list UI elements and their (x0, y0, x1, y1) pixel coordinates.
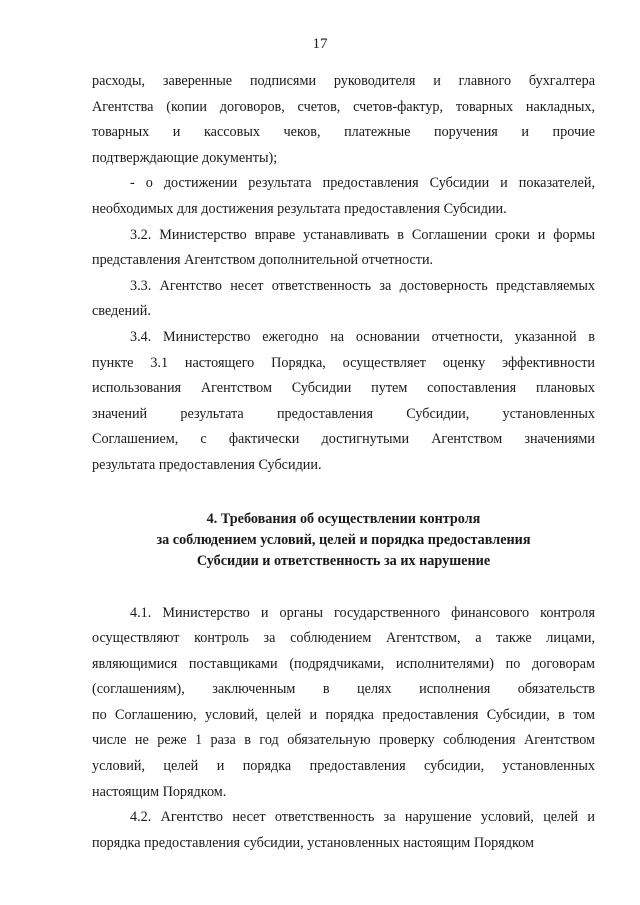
section-heading-line: Субсидии и ответственность за их нарушение (196, 552, 491, 569)
paragraph-line: Соглашением, с фактически достигнутыми Агентством значениями (92, 431, 595, 448)
paragraph-line: товарных и кассовых чеков, платежные поручения и прочие (92, 124, 595, 141)
paragraph-line: условий, целей и порядка предоставления субсидии, установленных (92, 758, 595, 775)
paragraphs-bottom (92, 601, 595, 857)
paragraph-line: числе не реже 1 раза в год обязательную проверку соблюдения Агентством (92, 732, 595, 749)
paragraph-line: 3.3. Агентство несет ответственность за достоверность представляемых (130, 277, 595, 294)
paragraph-line: необходимых для достижения результата предоставления Субсидии. (92, 200, 507, 217)
paragraph-line: осуществляют контроль за соблюдением Агентством, а также лицами, (92, 630, 595, 647)
paragraph-line: сведений. (92, 303, 151, 320)
paragraph (92, 325, 595, 479)
paragraph-line: (соглашениям), заключенным в целях исполнения обязательств (92, 681, 595, 698)
paragraph-line: результата предоставления Субсидии. (92, 456, 322, 473)
paragraph-line: Агентства (копии договоров, счетов, счетов-фактур, товарных накладных, (92, 98, 595, 115)
document-body (92, 69, 595, 856)
paragraph-line: - о достижении результата предоставления Субсидии и показателей, (130, 175, 595, 192)
page-number: 17 (312, 36, 328, 52)
paragraph-line: 4.1. Министерство и органы государственного финансового контроля (130, 604, 595, 621)
paragraph-line: являющимися поставщиками (подрядчиками, исполнителями) по договорам (92, 655, 595, 672)
paragraph (92, 601, 595, 806)
paragraph-line: представления Агентством дополнительной отчетности. (92, 252, 434, 269)
paragraph-line: пункте 3.1 настоящего Порядка, осуществляет оценку эффективности (92, 354, 595, 371)
section-heading-line: 4. Требования об осуществлении контроля (206, 510, 481, 527)
paragraph-line: подтверждающие документы); (92, 149, 278, 166)
paragraph-line: использования Агентством Субсидии путем сопоставления плановых (92, 380, 595, 397)
paragraph-line: расходы, заверенные подписями руководителя и главного бухгалтера (92, 73, 595, 89)
paragraph-line: значений результата предоставления Субсидии, установленных (92, 405, 595, 422)
paragraph (92, 171, 595, 222)
paragraph (92, 223, 595, 274)
paragraph-line: порядка предоставления субсидии, установленных настоящим Порядком (92, 834, 534, 851)
paragraph-line: 4.2. Агентство несет ответственность за нарушение условий, целей и (130, 809, 595, 826)
paragraph (92, 805, 595, 856)
paragraph-line: 3.2. Министерство вправе устанавливать в Соглашении сроки и формы (130, 226, 595, 243)
section-heading-line: за соблюдением условий, целей и порядка предоставления (156, 531, 531, 548)
paragraph (92, 274, 595, 325)
paragraph-line: настоящим Порядком. (92, 783, 227, 800)
paragraph (92, 69, 595, 171)
section-heading (92, 509, 595, 572)
paragraph-line: 3.4. Министерство ежегодно на основании отчетности, указанной в (130, 328, 595, 345)
paragraphs-top (92, 69, 595, 479)
paragraph-line: по Соглашению, условий, целей и порядка предоставления Субсидии, в том (92, 706, 595, 723)
